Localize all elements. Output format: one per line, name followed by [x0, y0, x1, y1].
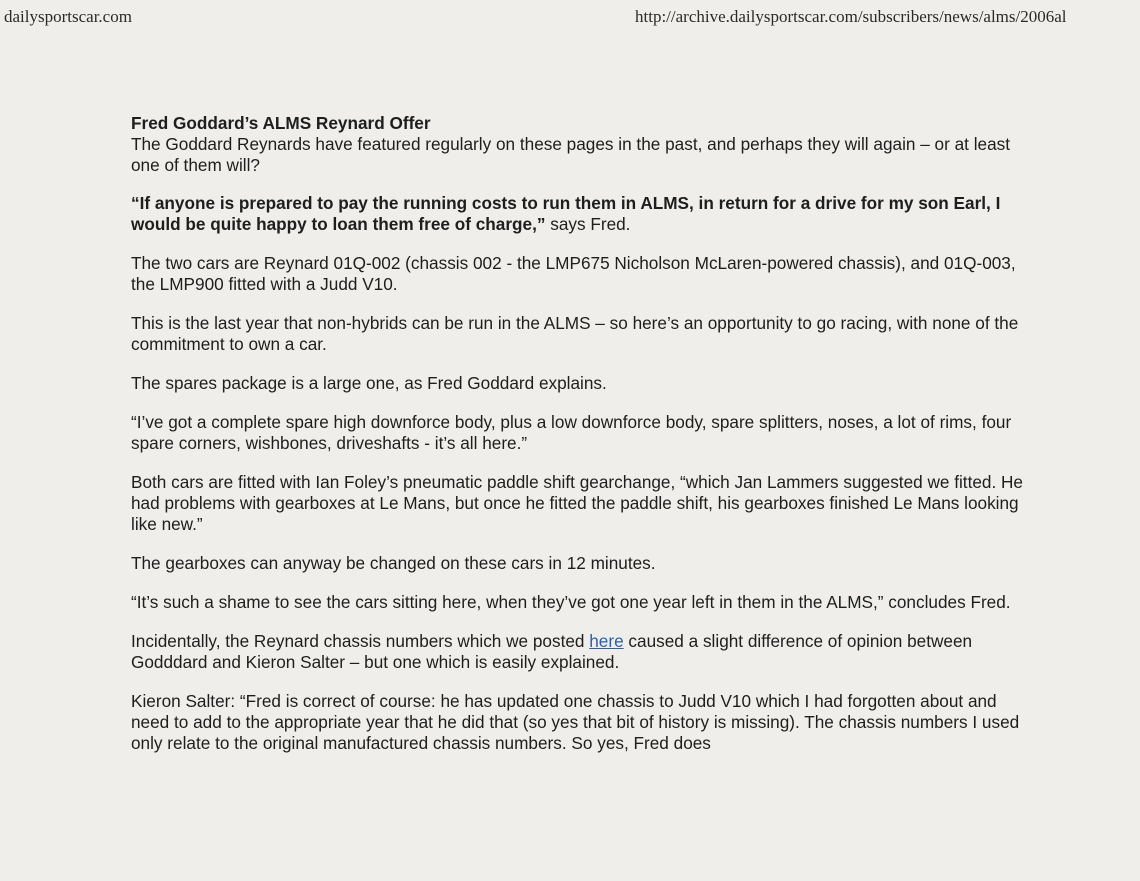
- intro-text: The Goddard Reynards have featured regularly on these pages in the past, and perhaps they will again – or at least one of them will?: [131, 134, 1011, 175]
- article-headline: Fred Goddard’s ALMS Reynard Offer: [131, 113, 431, 133]
- quote-attribution: says Fred.: [545, 214, 631, 234]
- salter-paragraph: Kieron Salter: “Fred is correct of course: he has updated one chassis to Judd V10 which I had forgotten about and need to add to the appropriate year that he did that (so yes that bit of history is missing). The chassis numbers I used only relate to the original manufactured chassis numbers. So yes, Fred does: [131, 691, 1020, 753]
- article-body: [131, 113, 1031, 772]
- here-link[interactable]: here: [589, 631, 624, 651]
- quote-paragraph: [131, 193, 1031, 235]
- page-url: http://archive.dailysportscar.com/subscribers/news/alms/2006al: [635, 7, 1067, 26]
- last-year-paragraph: This is the last year that non-hybrids can be run in the ALMS – so here’s an opportunity to go racing, with none of the commitment to own a car.: [131, 313, 1019, 354]
- site-name: dailysportscar.com: [4, 7, 132, 26]
- gearboxes-paragraph: The gearboxes can anyway be changed on these cars in 12 minutes.: [131, 553, 656, 573]
- gearchange-paragraph: Both cars are fitted with Ian Foley’s pneumatic paddle shift gearchange, “which Jan Lammers suggested we fitted. He had problems with gearboxes at Le Mans, but once he fitted the paddle shift, his gearboxes finished Le Mans looking like new.”: [131, 472, 1023, 534]
- spares-intro-paragraph: The spares package is a large one, as Fred Goddard explains.: [131, 373, 607, 393]
- spares-quote-paragraph: “I’ve got a complete spare high downforce body, plus a low downforce body, spare splitters, noses, a lot of rims, four spare corners, wishbones, driveshafts - it’s all here.”: [131, 412, 1012, 453]
- intro-paragraph: [131, 113, 1031, 176]
- chassis-text-before: Incidentally, the Reynard chassis numbers which we posted: [131, 631, 590, 651]
- chassis-paragraph: [131, 631, 1031, 673]
- chassis-text-after: caused a slight difference of opinion between Godddard and Kieron Salter – but one which is easily explained.: [131, 631, 973, 672]
- cars-paragraph: The two cars are Reynard 01Q-002 (chassis 002 - the LMP675 Nicholson McLaren-powered chassis), and 01Q-003, the LMP900 fitted with a Judd V10.: [131, 253, 1016, 294]
- quote-bold-text: “If anyone is prepared to pay the running costs to run them in ALMS, in return for a drive for my son Earl, I would be quite happy to loan them free of charge,”: [131, 193, 1001, 234]
- shame-paragraph: “It’s such a shame to see the cars sitting here, when they’ve got one year left in them in the ALMS,” concludes Fred.: [131, 592, 1011, 612]
- print-header: [0, 7, 1140, 31]
